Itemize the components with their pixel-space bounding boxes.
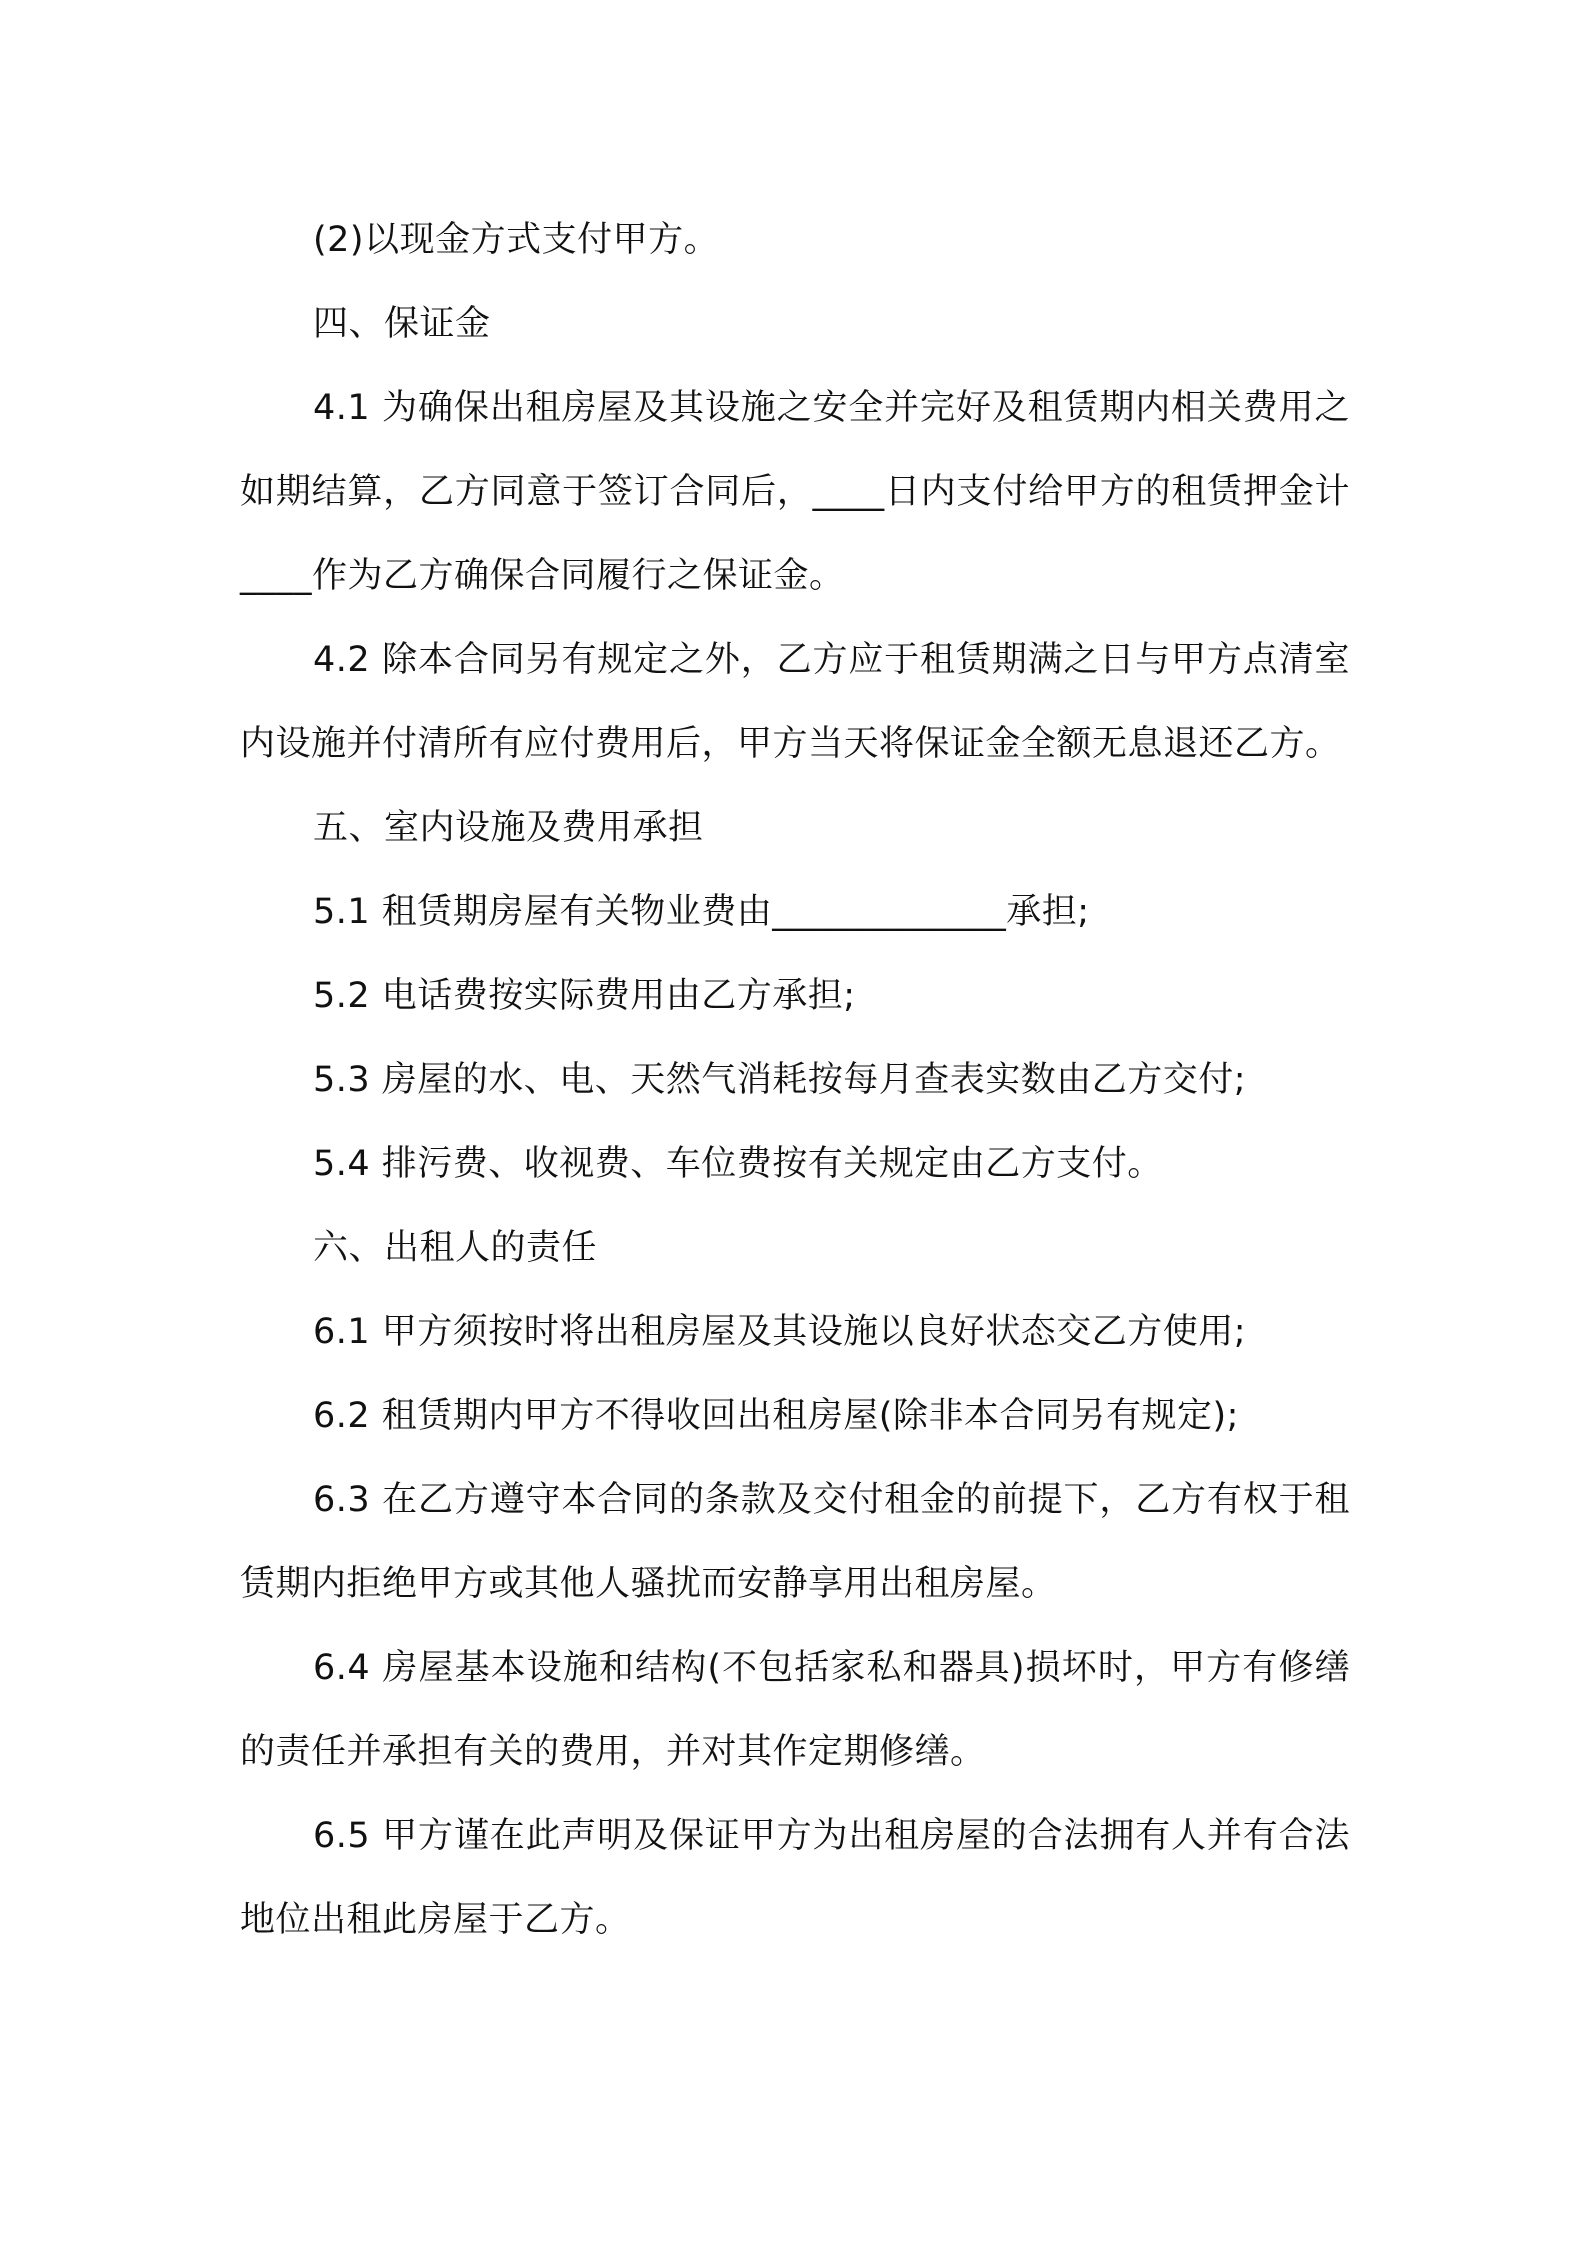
clause-5-4: 5.4 排污费、收视费、车位费按有关规定由乙方支付。 xyxy=(313,1144,1163,1184)
clause-6-1: 6.1 甲方须按时将出租房屋及其设施以良好状态交乙方使用; xyxy=(313,1312,1247,1352)
clause-5-3: 5.3 房屋的水、电、天然气消耗按每月查表实数由乙方交付; xyxy=(313,1060,1247,1100)
paragraph-payment-cash: (2)以现金方式支付甲方。 xyxy=(313,220,720,260)
clause-4-1: 4.1 为确保出租房屋及其设施之安全并完好及租赁期内相关费用之如期结算，乙方同意于签订合同后，____日内支付给甲方的租赁押金计____作为乙方确保合同履行之保证金。 xyxy=(240,388,1350,596)
clause-5-1: 5.1 租赁期房屋有关物业费由_____________承担; xyxy=(313,892,1090,932)
section-heading-lessor-responsibility: 六、出租人的责任 xyxy=(313,1228,598,1268)
section-heading-deposit: 四、保证金 xyxy=(313,304,491,344)
clause-5-2: 5.2 电话费按实际费用由乙方承担; xyxy=(313,976,856,1016)
clause-6-4: 6.4 房屋基本设施和结构(不包括家私和器具)损坏时，甲方有修缮的责任并承担有关的费用，并对其作定期修缮。 xyxy=(240,1648,1350,1772)
clause-6-2: 6.2 租赁期内甲方不得收回出租房屋(除非本合同另有规定); xyxy=(313,1396,1239,1436)
clause-4-2: 4.2 除本合同另有规定之外，乙方应于租赁期满之日与甲方点清室内设施并付清所有应付费用后，甲方当天将保证金全额无息退还乙方。 xyxy=(240,640,1350,764)
clause-6-5: 6.5 甲方谨在此声明及保证甲方为出租房屋的合法拥有人并有合法地位出租此房屋于乙方。 xyxy=(240,1816,1350,1940)
clause-6-3: 6.3 在乙方遵守本合同的条款及交付租金的前提下，乙方有权于租赁期内拒绝甲方或其他人骚扰而安静享用出租房屋。 xyxy=(240,1480,1350,1604)
document-body xyxy=(240,198,1350,1962)
section-heading-facilities-fees: 五、室内设施及费用承担 xyxy=(313,808,704,848)
